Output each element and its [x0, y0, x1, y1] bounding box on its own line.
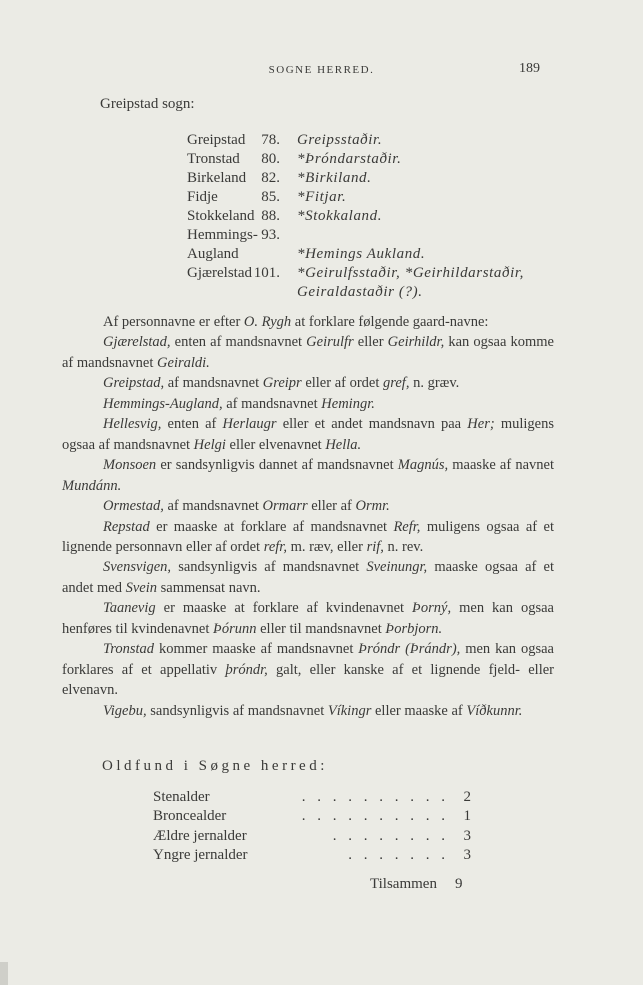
text-run: men kan ogsaa forklares af et appellativ	[62, 641, 554, 678]
find-count: 2	[463, 789, 471, 805]
author-name: O. Rygh	[243, 314, 292, 330]
term: Herlaugr	[222, 416, 277, 433]
farm-number: 88.	[261, 208, 280, 224]
paragraph-greipstad	[62, 373, 554, 393]
farm-number: 93.	[261, 227, 280, 243]
text-run: kan ogsaa komme af mandsnavnet	[62, 334, 554, 371]
term: Svein	[125, 579, 158, 596]
text-run: eller af	[307, 498, 356, 515]
text-run: af mandsnavnet	[222, 395, 322, 412]
total-value: 9	[454, 876, 463, 892]
term: refr,	[263, 538, 287, 555]
text-run: sammensat navn.	[157, 579, 261, 596]
farm-name: Stokkeland	[187, 208, 255, 224]
text-run: eller	[353, 334, 388, 351]
farm-row	[120, 284, 590, 303]
text-run: eller et andet mandsnavn paa	[276, 416, 468, 433]
farm-old-name: Greipsstaðir.	[297, 132, 383, 148]
farm-old-name: *Birkiland.	[297, 170, 372, 186]
farm-row	[120, 170, 590, 189]
period-label: Broncealder	[153, 808, 227, 825]
text-run: m. ræv, eller	[286, 538, 367, 555]
farm-number: 80.	[261, 151, 280, 167]
total-label: Tilsammen	[370, 876, 437, 892]
paragraph-hellesvig	[62, 414, 554, 455]
term: Greipr	[262, 375, 302, 392]
farm-row	[120, 227, 590, 246]
farm-row	[120, 132, 590, 151]
farm-old-name: *Stokkaland.	[297, 208, 383, 224]
place-name: Gjærelstad,	[103, 334, 171, 351]
period-label: Ældre jernalder	[153, 827, 247, 844]
farm-old-name: Geiraldastaðir (?).	[297, 284, 423, 300]
oldfund-row	[153, 789, 471, 808]
text-run: eller elvenavnet	[225, 436, 326, 453]
term: Her;	[467, 416, 495, 433]
find-count: 3	[463, 846, 471, 863]
term: þróndr,	[225, 661, 268, 678]
term: rif,	[366, 538, 384, 555]
text-run: galt, eller kanske af et lignende fjeld- eller elvenavn.	[62, 661, 554, 699]
text-run: muligens ogsaa af mandsnavnet	[62, 416, 554, 453]
term: Geiraldi.	[157, 354, 210, 371]
paragraph-intro	[62, 312, 554, 332]
period-label: Stenalder	[153, 789, 210, 805]
oldfund-row	[153, 828, 471, 847]
farm-row	[120, 151, 590, 170]
place-name: Hellesvig,	[103, 416, 162, 433]
paragraph-taanevig	[62, 598, 554, 639]
term: gref,	[383, 375, 410, 392]
find-count: 3	[463, 827, 471, 844]
scan-edge-mark	[0, 962, 8, 985]
term: Víkingr	[327, 702, 372, 719]
parish-farm-table	[120, 132, 590, 303]
text-run: at forklare følgende gaard-navne:	[291, 314, 489, 330]
term: Hella.	[325, 436, 362, 453]
text-run: kommer maaske af mandsnavnet	[154, 641, 359, 658]
place-name: Hemmings-Augland,	[103, 395, 223, 412]
farm-number: 101.	[253, 265, 280, 281]
term: Geirhildr,	[387, 334, 445, 351]
place-name: Vigebu,	[103, 702, 147, 719]
text-run: er sandsynligvis dannet af mandsnavnet	[156, 457, 398, 474]
farm-number: 82.	[261, 170, 280, 186]
text-run: muligens ogsaa af et lignende personnavn eller af ordet	[62, 518, 554, 555]
text-run: eller af ordet	[301, 375, 384, 392]
farm-old-name: *Þróndarstaðir.	[297, 151, 402, 167]
period-label: Yngre jernalder	[153, 846, 248, 863]
place-name: Taanevig	[103, 600, 156, 617]
place-name: Repstad	[103, 518, 150, 535]
farm-name: Augland	[187, 246, 239, 262]
term: Mundánn.	[62, 477, 122, 494]
leader-dots: . . . . . . . .	[332, 827, 449, 844]
place-name: Greipstad,	[103, 375, 165, 392]
body-text	[62, 312, 554, 721]
place-name: Ormestad,	[103, 498, 164, 515]
term: Þorbjorn.	[385, 620, 443, 637]
text-run: er maaske at forklare af kvindenavnet	[155, 600, 413, 617]
text-run: maaske ogsaa af et andet med	[62, 559, 554, 596]
term: Geirulfr	[306, 334, 354, 351]
farm-row	[120, 246, 590, 265]
farm-row	[120, 265, 590, 284]
term: Refr,	[393, 518, 421, 535]
oldfund-row	[153, 847, 471, 866]
term: Hemingr.	[321, 395, 375, 412]
text-run: n. græv.	[409, 375, 460, 392]
oldfund-heading: Oldfund i Søgne herred:	[102, 758, 328, 774]
farm-name: Birkeland	[187, 170, 247, 186]
text-run: sandsynligvis af mandsnavnet	[146, 702, 328, 719]
paragraph-ormestad	[62, 496, 554, 516]
farm-old-name: *Hemings Aukland.	[297, 246, 426, 262]
text-run: af mandsnavnet	[164, 375, 263, 392]
paragraph-hemmings-augland	[62, 394, 554, 414]
text-run: er maaske at forklare af mandsnavnet	[149, 518, 394, 535]
text-run: af mandsnavnet	[163, 498, 263, 515]
farm-name: Tronstad	[187, 151, 240, 167]
paragraph-svensvigen	[62, 557, 554, 598]
term: Sveinungr,	[366, 559, 428, 576]
text-run: eller til mandsnavnet	[256, 620, 386, 637]
running-header: SOGNE HERRED.	[268, 64, 375, 76]
term: Þorný,	[412, 600, 452, 617]
farm-number: 85.	[261, 189, 280, 205]
term: Víðkunnr.	[466, 702, 523, 719]
term: Ormr.	[355, 498, 390, 515]
paragraph-gjaerelstad	[62, 332, 554, 373]
farm-old-name: *Geirulfsstaðir, *Geirhildarstaðir,	[297, 265, 525, 281]
text-run: enten af	[161, 416, 223, 433]
paragraph-vigebu	[62, 701, 554, 721]
text-run: eller maaske af	[371, 702, 467, 719]
term: Þórunn	[213, 620, 257, 637]
farm-name: Greipstad	[187, 132, 246, 148]
term: Þróndr (Þrándr),	[358, 641, 461, 658]
place-name: Svensvigen,	[103, 559, 172, 576]
farm-row	[120, 189, 590, 208]
paragraph-tronstad	[62, 639, 554, 700]
find-count: 1	[463, 808, 471, 825]
paragraph-repstad	[62, 517, 554, 558]
text-run: enten af mandsnavnet	[170, 334, 307, 351]
farm-name: Fidje	[187, 189, 218, 205]
parish-heading: Greipstad sogn:	[100, 96, 195, 112]
farm-old-name: *Fitjar.	[297, 189, 347, 205]
oldfund-table	[153, 789, 471, 866]
place-name: Monsoen	[103, 457, 157, 474]
place-name: Tronstad	[103, 641, 155, 658]
farm-number: 78.	[261, 132, 280, 148]
leader-dots: . . . . . . . . . .	[301, 808, 449, 825]
leader-dots: . . . . . . . . . .	[301, 789, 449, 805]
text-run: maaske af navnet	[448, 457, 554, 474]
text-run: sandsynligvis af mandsnavnet	[171, 559, 367, 576]
farm-name: Gjærelstad	[187, 265, 252, 281]
text-run: Af personnavne er efter	[103, 314, 244, 330]
text-run: n. rev.	[383, 538, 424, 555]
text-run: men kan ogsaa henføres til kvindenavnet	[62, 600, 554, 637]
oldfund-total	[370, 876, 462, 893]
oldfund-row	[153, 808, 471, 827]
term: Ormarr	[262, 498, 308, 515]
paragraph-monsoen	[62, 455, 554, 496]
term: Helgi	[193, 436, 226, 453]
page-number: 189	[519, 61, 540, 76]
term: Magnús,	[397, 457, 449, 474]
farm-row	[120, 208, 590, 227]
leader-dots: . . . . . . .	[348, 846, 449, 863]
farm-name: Hemmings-	[187, 227, 258, 243]
